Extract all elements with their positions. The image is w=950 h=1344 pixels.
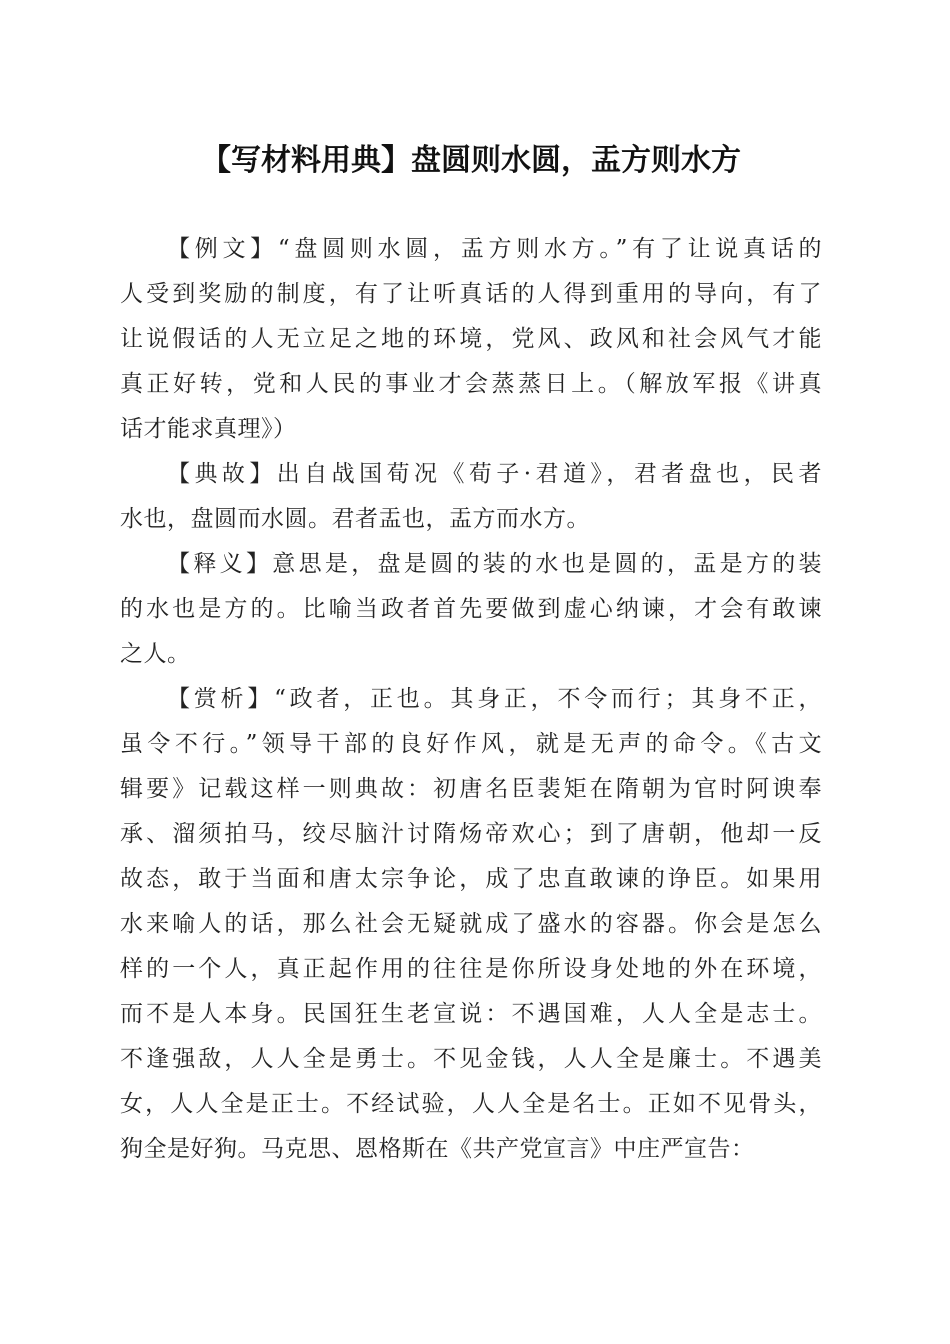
paragraph-line: 人受到奖励的制度，有了让听真话的人得到重用的导向，有了 — [120, 281, 822, 307]
paragraph-line: 虽令不行。”领导干部的良好作风，就是无声的命令。《古文 — [120, 731, 822, 757]
paragraph-line: 辑要》记载这样一则典故：初唐名臣裴矩在隋朝为官时阿谀奉 — [120, 776, 822, 802]
paragraph-line: 样的一个人，真正起作用的往往是你所设身处地的外在环境， — [120, 956, 822, 982]
paragraph-line: 【例文】“盘圆则水圆，盂方则水方。”有了让说真话的 — [167, 236, 822, 262]
paragraph-line: 故态，敢于当面和唐太宗争论，成了忠直敢谏的诤臣。如果用 — [120, 866, 822, 892]
paragraph-line: 承、溜须拍马，绞尽脑汁讨隋炀帝欢心；到了唐朝，他却一反 — [120, 821, 822, 847]
paragraph-line: 而不是人本身。民国狂生老宣说：不遇国难，人人全是志士。 — [120, 1001, 822, 1027]
paragraph-line: 【释义】意思是，盘是圆的装的水也是圆的，盂是方的装 — [167, 551, 822, 577]
paragraph-line: 【典故】出自战国荀况《荀子·君道》，君者盘也，民者 — [167, 461, 822, 487]
paragraph-line: 话才能求真理》） — [120, 416, 297, 442]
paragraph-line: 的水也是方的。比喻当政者首先要做到虚心纳谏，才会有敢谏 — [120, 596, 822, 622]
paragraph-line: 狗全是好狗。马克思、恩格斯在《共产党宣言》中庄严宣告： — [120, 1136, 755, 1162]
document-body — [120, 227, 822, 1172]
paragraph-line: 不逢强敌，人人全是勇士。不见金钱，人人全是廉士。不遇美 — [120, 1046, 822, 1072]
paragraph-example — [120, 227, 822, 452]
paragraph-line: 让说假话的人无立足之地的环境，党风、政风和社会风气才能 — [120, 326, 822, 352]
paragraph-line: 真正好转，党和人民的事业才会蒸蒸日上。（解放军报《讲真 — [120, 371, 822, 397]
paragraph-analysis — [120, 677, 822, 1172]
paragraph-line: 水也，盘圆而水圆。君者盂也，盂方而水方。 — [120, 506, 590, 532]
paragraph-meaning — [120, 542, 822, 677]
paragraph-line: 【赏析】“政者，正也。其身正，不令而行；其身不正， — [167, 686, 822, 712]
paragraph-line: 之人。 — [120, 641, 191, 667]
paragraph-line: 水来喻人的话，那么社会无疑就成了盛水的容器。你会是怎么 — [120, 911, 822, 937]
paragraph-allusion — [120, 452, 822, 542]
document-title: 【写材料用典】盘圆则水圆，盂方则水方 — [201, 143, 741, 178]
paragraph-line: 女，人人全是正士。不经试验，人人全是名士。正如不见骨头， — [120, 1091, 822, 1117]
